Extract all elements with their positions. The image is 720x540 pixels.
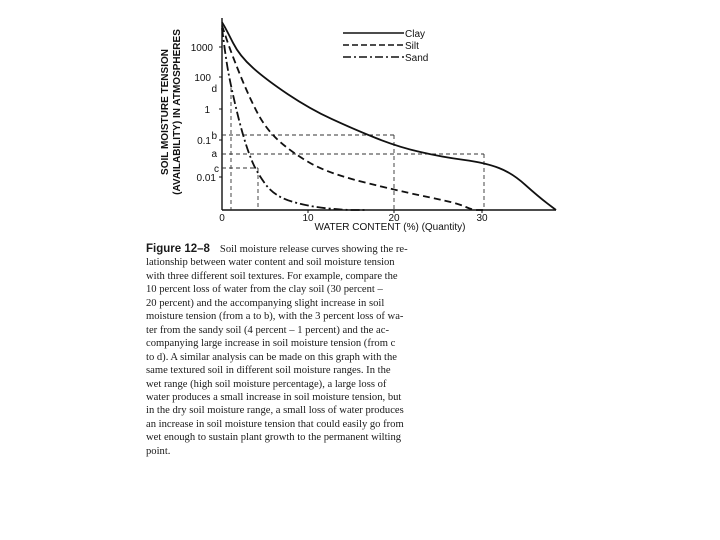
series-silt-line xyxy=(222,26,486,211)
caption-line: with three different soil textures. For example, compare the xyxy=(146,270,398,282)
x-tick-label: 20 xyxy=(388,213,400,224)
y-letter-c: c xyxy=(214,164,219,175)
caption-line: wet range (high soil moisture percentage), a large loss of xyxy=(146,378,387,390)
caption-line: companying large increase in soil moisture tension (from c xyxy=(146,338,396,350)
series-sand-line xyxy=(222,28,367,210)
caption-line: same textured soil in different soil moisture ranges. In the xyxy=(146,365,391,377)
y-tick-label: 0.01 xyxy=(196,173,216,184)
y-tick-label: 100 xyxy=(194,73,211,84)
y-letter-a: a xyxy=(211,149,217,160)
legend-silt-label: Silt xyxy=(405,41,419,52)
x-tick-label: 0 xyxy=(219,213,225,224)
legend xyxy=(343,29,428,64)
y-tick-label: 1000 xyxy=(190,43,213,54)
legend-clay-label: Clay xyxy=(405,29,426,40)
caption-line: 20 percent) and the accompanying slight increase in soil xyxy=(146,297,385,309)
legend-sand-label: Sand xyxy=(405,53,429,64)
reference-lines xyxy=(222,88,484,210)
caption-line: moisture tension (from a to b), with the 3 percent loss of wa- xyxy=(146,311,404,323)
y-tick-label: 0.1 xyxy=(197,136,211,147)
series-clay-line xyxy=(222,22,556,210)
caption-line: 10 percent loss of water from the clay soil (30 percent – xyxy=(146,284,383,296)
y-letter-d: d xyxy=(211,84,217,95)
x-axis-title: WATER CONTENT (%) (Quantity) xyxy=(314,222,466,233)
soil-moisture-chart xyxy=(0,0,720,240)
figure-label: Figure 12–8 xyxy=(146,243,210,255)
caption-line: water produces a small increase in soil moisture tension, but xyxy=(146,391,402,403)
x-tick-label: 30 xyxy=(476,213,488,224)
x-tick-label: 10 xyxy=(302,213,314,224)
figure-caption xyxy=(146,243,558,458)
y-tick-label: 1 xyxy=(204,105,210,116)
y-letter-b: b xyxy=(211,131,217,142)
caption-line: wet enough to sustain plant growth to the permanent wilting xyxy=(146,432,402,444)
caption-line: point. xyxy=(146,445,171,457)
y-axis-title-line1: SOIL MOISTURE TENSION xyxy=(160,49,171,175)
caption-line: ter from the sandy soil (4 percent – 1 percent) and the ac- xyxy=(146,324,389,336)
caption-line: in the dry soil moisture range, a small loss of water produces xyxy=(146,405,404,417)
y-axis-title-line2: (AVAILABILITY) IN ATMOSPHERES xyxy=(172,29,183,195)
caption-line: an increase in soil moisture tension that could easily go from xyxy=(146,418,404,430)
caption-line: lationship between water content and soil moisture tension xyxy=(146,257,395,269)
caption-line: to d). A similar analysis can be made on this graph with the xyxy=(146,351,397,363)
caption-line: Soil moisture release curves showing the re- xyxy=(219,244,408,255)
